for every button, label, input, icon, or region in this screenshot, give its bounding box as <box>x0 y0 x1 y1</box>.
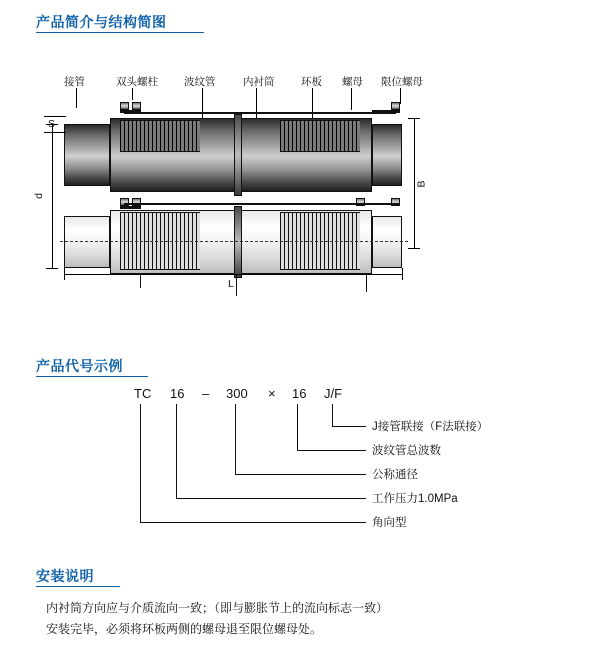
leader-5 <box>351 88 352 110</box>
code-desc-2: 公称通径 <box>372 469 418 481</box>
dim-l-tick-right <box>402 268 403 280</box>
callout-label-2: 波纹管 <box>184 76 216 88</box>
dim-thickness-tick-bottom <box>44 132 66 133</box>
code-foot-0 <box>140 522 366 523</box>
tie-rod-bottom <box>124 203 400 205</box>
code-part-5: 16 <box>292 386 307 401</box>
leader-1 <box>132 88 133 100</box>
section-title-install: 安装说明 <box>36 568 94 584</box>
ring-plate-top <box>234 114 242 196</box>
callout-label-5: 螺母 <box>342 76 363 88</box>
code-line-3 <box>297 404 298 450</box>
bellows-right-top <box>280 120 360 152</box>
install-notes <box>46 598 566 640</box>
left-end-pipe <box>64 124 110 186</box>
leader-6 <box>400 88 401 104</box>
section-underline-structure <box>36 32 204 33</box>
code-line-1 <box>176 404 177 498</box>
centerline-bottom <box>60 241 408 242</box>
code-line-4 <box>332 404 333 426</box>
callout-label-4: 环板 <box>301 76 322 88</box>
dim-b-tick-bottom <box>408 248 420 249</box>
code-foot-4 <box>332 426 366 427</box>
dim-d-tick-top <box>46 124 58 125</box>
left-end-pipe-bottom <box>64 216 110 268</box>
limit-nut-top-right <box>391 102 400 110</box>
code-desc-1: 波纹管总波数 <box>372 445 441 457</box>
callout-label-6: 限位螺母 <box>381 76 423 88</box>
code-part-3: 300 <box>226 386 248 401</box>
code-part-4: × <box>268 386 276 401</box>
code-part-2: – <box>202 386 210 401</box>
code-desc-3: 工作压力1.0MPa <box>372 493 458 505</box>
section-underline-code <box>36 376 148 377</box>
code-desc-0: J接管联接（F法联接） <box>372 421 489 433</box>
callout-label-1: 双头螺柱 <box>116 76 158 88</box>
right-end-pipe-bottom <box>372 216 402 268</box>
right-end-pipe <box>372 124 402 186</box>
stud-bottom-left <box>120 206 141 209</box>
nut-top-left-2 <box>132 102 141 110</box>
section-title-structure: 产品简介与结构简图 <box>36 14 167 30</box>
ring-plate-bottom <box>234 206 242 278</box>
section-underline-install <box>36 586 120 587</box>
code-part-6: J/F <box>324 386 343 401</box>
code-desc-4: 角向型 <box>372 517 407 529</box>
dim-width: B <box>415 180 428 188</box>
nut-top-left-1 <box>120 102 129 110</box>
leader-4 <box>312 88 313 122</box>
callout-label-3: 内衬筒 <box>243 76 275 88</box>
leader-2 <box>202 88 203 122</box>
rod-left <box>140 274 141 288</box>
code-line-2 <box>235 404 236 474</box>
dim-l-line <box>64 274 402 275</box>
dim-diameter: d <box>32 193 45 199</box>
code-part-1: 16 <box>170 386 185 401</box>
structure-diagram <box>32 62 536 302</box>
install-note-1: 安装完毕，必须将环板两侧的螺母退至限位螺母处。 <box>46 622 323 636</box>
code-designation-diagram <box>36 386 536 551</box>
install-note-0: 内衬筒方向应与介质流向一致；（即与膨胀节上的流向标志一致） <box>46 601 389 615</box>
code-foot-3 <box>297 450 366 451</box>
dim-l-tick-left <box>64 268 65 280</box>
tie-rod-top <box>124 112 396 114</box>
dim-length: L <box>228 278 234 290</box>
section-title-code: 产品代号示例 <box>36 358 123 374</box>
dim-d-line <box>52 124 53 268</box>
dim-thickness-tick-top <box>44 116 66 117</box>
code-foot-2 <box>235 474 366 475</box>
rod-right <box>366 274 367 292</box>
leader-0 <box>76 88 77 108</box>
dim-d-tick-bottom <box>46 268 58 269</box>
rod-mid <box>236 274 237 296</box>
callout-label-0: 接管 <box>64 76 85 88</box>
code-line-0 <box>140 404 141 522</box>
dim-b-tick-top <box>408 118 420 119</box>
code-foot-1 <box>176 498 366 499</box>
code-part-0: TC <box>134 386 152 401</box>
bellows-left-top <box>120 120 200 152</box>
